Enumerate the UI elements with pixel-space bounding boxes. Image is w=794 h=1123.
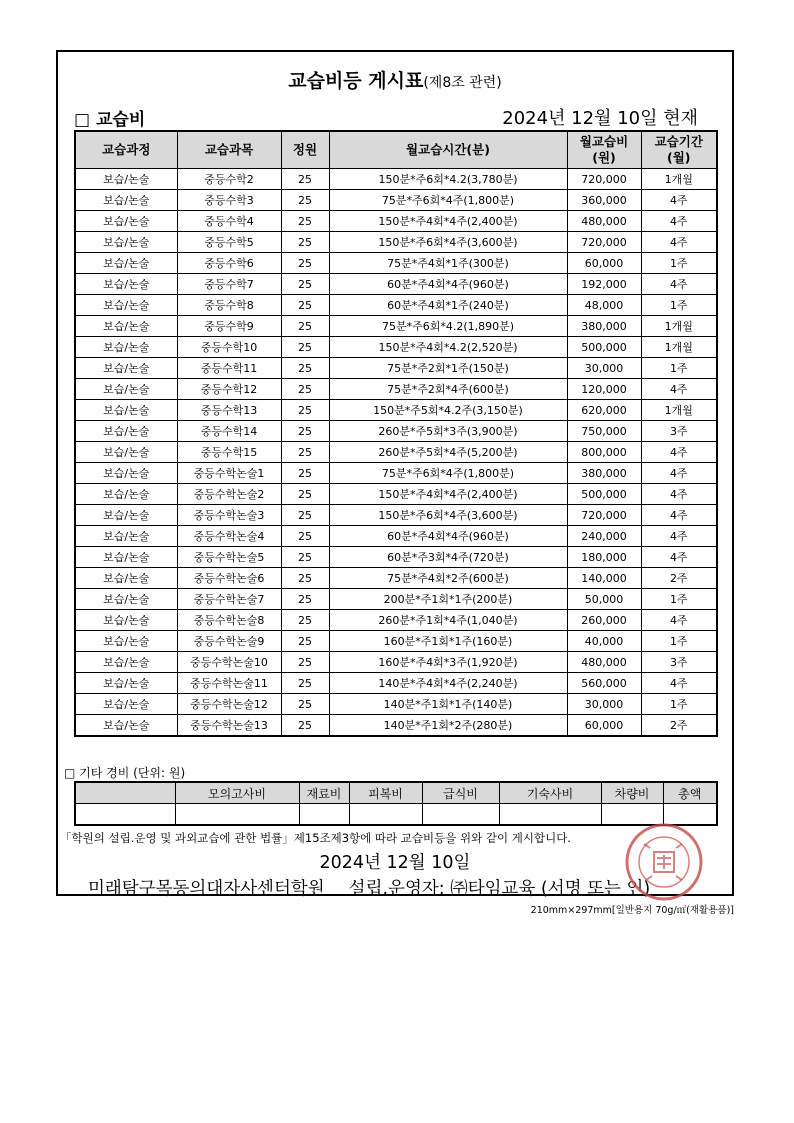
cell-course: 보습/논술 xyxy=(75,316,177,337)
cell-course: 보습/논술 xyxy=(75,589,177,610)
cell-capacity: 25 xyxy=(281,337,329,358)
cell-fee: 750,000 xyxy=(567,421,641,442)
cell-period: 2주 xyxy=(641,568,717,589)
cell-hours: 150분*주4회*4주(2,400분) xyxy=(329,211,567,232)
other-header-cell: 차량비 xyxy=(601,782,663,804)
cell-capacity: 25 xyxy=(281,253,329,274)
cell-fee: 500,000 xyxy=(567,337,641,358)
cell-capacity: 25 xyxy=(281,652,329,673)
fee-table xyxy=(74,130,718,737)
cell-subject: 중등수학논술6 xyxy=(177,568,281,589)
cell-capacity: 25 xyxy=(281,505,329,526)
cell-hours: 60분*주4회*4주(960분) xyxy=(329,526,567,547)
cell-fee: 140,000 xyxy=(567,568,641,589)
cell-capacity: 25 xyxy=(281,295,329,316)
cell-hours: 75분*주6회*4주(1,800분) xyxy=(329,190,567,211)
cell-period: 1주 xyxy=(641,694,717,715)
table-row xyxy=(75,589,717,610)
header-period-line1: 교습기간 xyxy=(654,134,703,149)
cell-capacity: 25 xyxy=(281,442,329,463)
cell-period: 1개월 xyxy=(641,169,717,190)
cell-fee: 30,000 xyxy=(567,694,641,715)
cell-period: 1주 xyxy=(641,295,717,316)
cell-hours: 150분*주6회*4주(3,600분) xyxy=(329,232,567,253)
cell-period: 4주 xyxy=(641,379,717,400)
cell-subject: 중등수학논술1 xyxy=(177,463,281,484)
cell-hours: 150분*주6회*4.2(3,780분) xyxy=(329,169,567,190)
other-expenses-header-row xyxy=(75,782,717,804)
table-row xyxy=(75,673,717,694)
cell-period: 4주 xyxy=(641,274,717,295)
cell-fee: 380,000 xyxy=(567,316,641,337)
cell-period: 1개월 xyxy=(641,400,717,421)
academy-name: 미래탐구목동의대자사센터학원 xyxy=(88,879,325,899)
other-value-cell xyxy=(175,804,299,826)
other-header-cell: 피복비 xyxy=(349,782,422,804)
table-row xyxy=(75,652,717,673)
other-header-cell: 기숙사비 xyxy=(499,782,601,804)
table-row xyxy=(75,232,717,253)
table-row xyxy=(75,442,717,463)
cell-subject: 중등수학논술11 xyxy=(177,673,281,694)
cell-subject: 중등수학14 xyxy=(177,421,281,442)
cell-course: 보습/논술 xyxy=(75,568,177,589)
cell-hours: 75분*주4회*1주(300분) xyxy=(329,253,567,274)
table-row xyxy=(75,505,717,526)
paper-spec-note: 210mm×297mm[일반용지 70g/㎡(재활용품)] xyxy=(530,905,734,916)
cell-subject: 중등수학9 xyxy=(177,316,281,337)
seal-glyph-strokes xyxy=(644,844,682,880)
cell-course: 보습/논술 xyxy=(75,337,177,358)
cell-hours: 150분*주4회*4주(2,400분) xyxy=(329,484,567,505)
other-expenses-table xyxy=(74,781,718,826)
section-label xyxy=(74,105,145,130)
header-hours: 월교습시간(분) xyxy=(329,131,567,169)
cell-hours: 260분*주1회*4주(1,040분) xyxy=(329,610,567,631)
table-row xyxy=(75,358,717,379)
table-row xyxy=(75,715,717,737)
cell-course: 보습/논술 xyxy=(75,673,177,694)
cell-period: 4주 xyxy=(641,211,717,232)
cell-hours: 75분*주2회*1주(150분) xyxy=(329,358,567,379)
cell-capacity: 25 xyxy=(281,526,329,547)
cell-fee: 60,000 xyxy=(567,253,641,274)
other-value-blank xyxy=(75,804,175,826)
table-row xyxy=(75,253,717,274)
cell-course: 보습/논술 xyxy=(75,610,177,631)
cell-subject: 중등수학논술5 xyxy=(177,547,281,568)
cell-course: 보습/논술 xyxy=(75,253,177,274)
header-fee-line2: (원) xyxy=(592,150,616,165)
cell-subject: 중등수학2 xyxy=(177,169,281,190)
cell-capacity: 25 xyxy=(281,694,329,715)
table-row xyxy=(75,610,717,631)
table-row xyxy=(75,211,717,232)
cell-course: 보습/논술 xyxy=(75,694,177,715)
sign-date: 2024년 12월 10일 xyxy=(319,853,471,873)
other-value-cell xyxy=(349,804,422,826)
cell-course: 보습/논술 xyxy=(75,484,177,505)
cell-fee: 240,000 xyxy=(567,526,641,547)
cell-course: 보습/논술 xyxy=(75,547,177,568)
cell-period: 1주 xyxy=(641,358,717,379)
cell-hours: 260분*주5회*3주(3,900분) xyxy=(329,421,567,442)
cell-course: 보습/논술 xyxy=(75,652,177,673)
cell-period: 4주 xyxy=(641,547,717,568)
cell-subject: 중등수학10 xyxy=(177,337,281,358)
cell-hours: 150분*주5회*4.2주(3,150분) xyxy=(329,400,567,421)
table-row xyxy=(75,547,717,568)
legal-notice: 「학원의 설립.운영 및 과외교습에 관한 법률」제15조제3항에 따라 교습비등을 위와 같이 게시합니다. xyxy=(60,831,571,845)
cell-fee: 480,000 xyxy=(567,652,641,673)
cell-course: 보습/논술 xyxy=(75,631,177,652)
header-period-line2: (월) xyxy=(666,150,691,165)
cell-hours: 60분*주4회*1주(240분) xyxy=(329,295,567,316)
cell-subject: 중등수학5 xyxy=(177,232,281,253)
cell-subject: 중등수학4 xyxy=(177,211,281,232)
table-row xyxy=(75,463,717,484)
cell-course: 보습/논술 xyxy=(75,421,177,442)
cell-subject: 중등수학12 xyxy=(177,379,281,400)
fee-table-header-row xyxy=(75,131,717,169)
cell-period: 4주 xyxy=(641,484,717,505)
cell-fee: 30,000 xyxy=(567,358,641,379)
cell-subject: 중등수학논술9 xyxy=(177,631,281,652)
cell-subject: 중등수학3 xyxy=(177,190,281,211)
cell-fee: 120,000 xyxy=(567,379,641,400)
cell-capacity: 25 xyxy=(281,211,329,232)
cell-hours: 75분*주4회*2주(600분) xyxy=(329,568,567,589)
cell-subject: 중등수학논술7 xyxy=(177,589,281,610)
cell-period: 3주 xyxy=(641,421,717,442)
cell-period: 1개월 xyxy=(641,316,717,337)
cell-period: 4주 xyxy=(641,610,717,631)
cell-period: 4주 xyxy=(641,673,717,694)
cell-fee: 720,000 xyxy=(567,505,641,526)
cell-course: 보습/논술 xyxy=(75,295,177,316)
table-row xyxy=(75,421,717,442)
cell-hours: 75분*주6회*4.2(1,890분) xyxy=(329,316,567,337)
cell-fee: 260,000 xyxy=(567,610,641,631)
cell-capacity: 25 xyxy=(281,358,329,379)
cell-hours: 60분*주4회*4주(960분) xyxy=(329,274,567,295)
cell-subject: 중등수학논술4 xyxy=(177,526,281,547)
cell-capacity: 25 xyxy=(281,400,329,421)
checkbox-square-icon: □ xyxy=(74,110,91,130)
cell-course: 보습/논술 xyxy=(75,379,177,400)
cell-capacity: 25 xyxy=(281,484,329,505)
other-header-cell: 총액 xyxy=(663,782,717,804)
cell-fee: 480,000 xyxy=(567,211,641,232)
table-row xyxy=(75,316,717,337)
cell-capacity: 25 xyxy=(281,316,329,337)
as-of-date: 2024년 12월 10일 현재 xyxy=(502,108,698,129)
cell-capacity: 25 xyxy=(281,463,329,484)
header-course: 교습과정 xyxy=(75,131,177,169)
cell-fee: 500,000 xyxy=(567,484,641,505)
table-row xyxy=(75,337,717,358)
cell-fee: 560,000 xyxy=(567,673,641,694)
cell-course: 보습/논술 xyxy=(75,358,177,379)
cell-fee: 720,000 xyxy=(567,169,641,190)
cell-period: 1주 xyxy=(641,631,717,652)
cell-subject: 중등수학논술13 xyxy=(177,715,281,737)
cell-course: 보습/논술 xyxy=(75,463,177,484)
cell-period: 4주 xyxy=(641,526,717,547)
cell-course: 보습/논술 xyxy=(75,400,177,421)
cell-capacity: 25 xyxy=(281,715,329,737)
table-row xyxy=(75,631,717,652)
cell-hours: 75분*주6회*4주(1,800분) xyxy=(329,463,567,484)
cell-fee: 50,000 xyxy=(567,589,641,610)
cell-hours: 140분*주4회*4주(2,240분) xyxy=(329,673,567,694)
table-row xyxy=(75,190,717,211)
cell-course: 보습/논술 xyxy=(75,715,177,737)
cell-course: 보습/논술 xyxy=(75,505,177,526)
cell-period: 4주 xyxy=(641,442,717,463)
other-value-cell xyxy=(299,804,349,826)
header-fee-line1: 월교습비 xyxy=(579,134,629,149)
table-row xyxy=(75,274,717,295)
cell-hours: 60분*주3회*4주(720분) xyxy=(329,547,567,568)
cell-fee: 48,000 xyxy=(567,295,641,316)
cell-period: 2주 xyxy=(641,715,717,737)
cell-fee: 800,000 xyxy=(567,442,641,463)
cell-subject: 중등수학15 xyxy=(177,442,281,463)
cell-subject: 중등수학논술8 xyxy=(177,610,281,631)
table-row xyxy=(75,169,717,190)
cell-subject: 중등수학8 xyxy=(177,295,281,316)
cell-capacity: 25 xyxy=(281,274,329,295)
cell-course: 보습/논술 xyxy=(75,526,177,547)
cell-hours: 140분*주1회*1주(140분) xyxy=(329,694,567,715)
cell-fee: 60,000 xyxy=(567,715,641,737)
cell-period: 1개월 xyxy=(641,337,717,358)
document-title xyxy=(58,66,732,93)
other-value-cell xyxy=(499,804,601,826)
other-header-cell: 재료비 xyxy=(299,782,349,804)
title-sub: (제8조 관련) xyxy=(423,75,502,91)
other-header-cell: 모의고사비 xyxy=(175,782,299,804)
other-value-cell xyxy=(422,804,499,826)
cell-period: 4주 xyxy=(641,190,717,211)
table-row xyxy=(75,568,717,589)
table-row xyxy=(75,400,717,421)
cell-capacity: 25 xyxy=(281,610,329,631)
cell-course: 보습/논술 xyxy=(75,442,177,463)
cell-period: 4주 xyxy=(641,463,717,484)
cell-hours: 150분*주4회*4.2(2,520분) xyxy=(329,337,567,358)
other-expenses-label: □ 기타 경비 (단위: 원) xyxy=(64,766,186,780)
cell-capacity: 25 xyxy=(281,589,329,610)
table-row xyxy=(75,295,717,316)
cell-period: 3주 xyxy=(641,652,717,673)
cell-hours: 160분*주4회*3주(1,920분) xyxy=(329,652,567,673)
notice-board-frame xyxy=(56,50,734,899)
cell-hours: 75분*주2회*4주(600분) xyxy=(329,379,567,400)
cell-hours: 140분*주1회*2주(280분) xyxy=(329,715,567,737)
cell-hours: 150분*주6회*4주(3,600분) xyxy=(329,505,567,526)
header-fee xyxy=(567,131,641,169)
cell-course: 보습/논술 xyxy=(75,274,177,295)
table-row xyxy=(75,484,717,505)
signature-line xyxy=(88,875,650,900)
cell-course: 보습/논술 xyxy=(75,211,177,232)
cell-hours: 160분*주1회*1주(160분) xyxy=(329,631,567,652)
cell-period: 4주 xyxy=(641,232,717,253)
header-period xyxy=(641,131,717,169)
cell-capacity: 25 xyxy=(281,421,329,442)
cell-fee: 380,000 xyxy=(567,463,641,484)
cell-fee: 192,000 xyxy=(567,274,641,295)
cell-fee: 720,000 xyxy=(567,232,641,253)
other-expenses-value-row xyxy=(75,804,717,826)
cell-period: 4주 xyxy=(641,505,717,526)
cell-subject: 중등수학논술3 xyxy=(177,505,281,526)
cell-capacity: 25 xyxy=(281,232,329,253)
cell-hours: 260분*주5회*4주(5,200분) xyxy=(329,442,567,463)
cell-course: 보습/논술 xyxy=(75,169,177,190)
cell-hours: 200분*주1회*1주(200분) xyxy=(329,589,567,610)
cell-subject: 중등수학6 xyxy=(177,253,281,274)
cell-capacity: 25 xyxy=(281,169,329,190)
table-row xyxy=(75,694,717,715)
cell-capacity: 25 xyxy=(281,379,329,400)
cell-fee: 620,000 xyxy=(567,400,641,421)
cell-period: 1주 xyxy=(641,589,717,610)
operator-name: 설립.운영자: ㈜타임교육 (서명 또는 인) xyxy=(348,879,651,899)
table-row xyxy=(75,379,717,400)
table-row xyxy=(75,526,717,547)
cell-subject: 중등수학논술10 xyxy=(177,652,281,673)
cell-subject: 중등수학논술2 xyxy=(177,484,281,505)
cell-subject: 중등수학11 xyxy=(177,358,281,379)
cell-course: 보습/논술 xyxy=(75,190,177,211)
cell-capacity: 25 xyxy=(281,631,329,652)
cell-subject: 중등수학13 xyxy=(177,400,281,421)
cell-fee: 360,000 xyxy=(567,190,641,211)
header-subject: 교습과목 xyxy=(177,131,281,169)
cell-capacity: 25 xyxy=(281,190,329,211)
header-capacity: 정원 xyxy=(281,131,329,169)
title-main: 교습비등 게시표 xyxy=(288,70,424,92)
official-seal-stamp xyxy=(624,822,704,902)
cell-capacity: 25 xyxy=(281,547,329,568)
section-label-text: 교습비 xyxy=(95,110,146,130)
cell-period: 1주 xyxy=(641,253,717,274)
cell-subject: 중등수학논술12 xyxy=(177,694,281,715)
cell-course: 보습/논술 xyxy=(75,232,177,253)
cell-fee: 180,000 xyxy=(567,547,641,568)
cell-capacity: 25 xyxy=(281,673,329,694)
other-header-cell: 급식비 xyxy=(422,782,499,804)
other-header-blank xyxy=(75,782,175,804)
cell-fee: 40,000 xyxy=(567,631,641,652)
cell-subject: 중등수학7 xyxy=(177,274,281,295)
cell-capacity: 25 xyxy=(281,568,329,589)
